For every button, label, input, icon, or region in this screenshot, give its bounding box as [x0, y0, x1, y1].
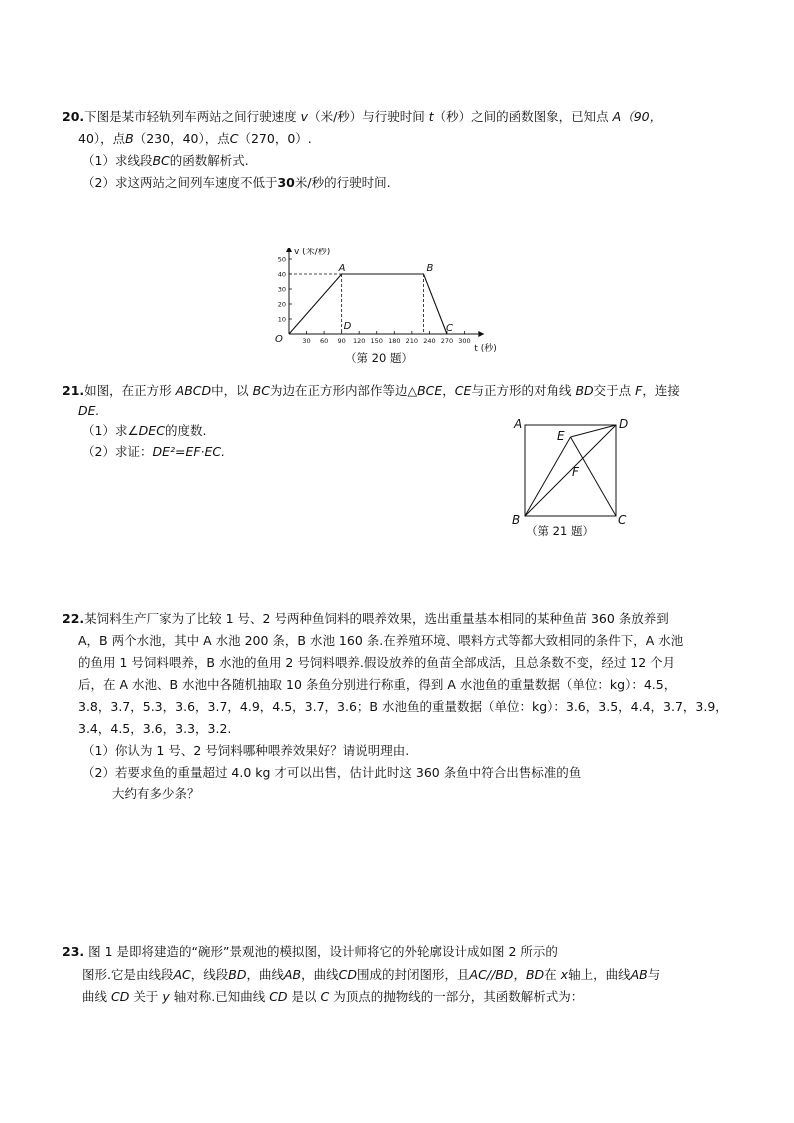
label-d: D: [619, 417, 628, 431]
q22-line-3: 的鱼用 1 号饲料喂养，B 水池的鱼用 2 号饲料喂养.假设放养的鱼苗全部成活，且总条数不变，经过 12 个月: [78, 655, 676, 670]
q20-line-1: 20.下图是某市轻轨列车两站之间行驶速度 v（米/秒）与行驶时间 t（秒）之间的函数图象，已知点 A（90，: [62, 109, 663, 124]
label-f: F: [572, 465, 579, 479]
x-tick-label: 210: [405, 337, 419, 345]
x-tick-label: 120: [352, 337, 366, 345]
q22-line-4: 后，在 A 水池、B 水池中各随机抽取 10 条鱼分别进行称重，得到 A 水池鱼的重量数据（单位：kg）：4.5，: [78, 677, 677, 692]
q20-number: 20.: [62, 109, 85, 124]
y-axis-title: v (米/秒): [294, 248, 331, 257]
q22-number: 22.: [62, 611, 85, 626]
diagonal-bd: [525, 425, 616, 516]
q23-number: 23.: [62, 944, 85, 959]
x-tick-label: 300: [458, 337, 471, 345]
x-tick-label: 180: [388, 337, 401, 345]
q22-part-2: （2）若要求鱼的重量超过 4.0 kg 才可以出售，估计此时这 360 条鱼中符合出售标准的鱼: [82, 765, 582, 780]
q21-caption: （第 21 题）: [526, 524, 594, 538]
point-label-d: D: [343, 321, 352, 332]
q22-line-5: 3.8，3.7，5.3，3.6，3.7，4.9，4.5，3.7，3.6；B 水池鱼的重量数据（单位：kg）：3.6，3.5，4.4，3.7，3.9，: [78, 699, 728, 714]
q22-line-1: 22.某饲料生产厂家为了比较 1 号、2 号两种鱼饲料的喂养效果，选出重量基本相同的某种鱼苗 360 条放养到: [62, 611, 669, 626]
label-e: E: [557, 429, 565, 443]
y-tick-label: 40: [277, 270, 286, 279]
x-axis-title: t (秒): [474, 344, 497, 354]
q21-part-2: （2）求证：DE²=EF·EC.: [82, 444, 226, 459]
q22-line-6: 3.4，4.5，3.6，3.3，3.2.: [78, 721, 232, 736]
q20-line-2: 40），点B（230，40），点C（270，0）.: [78, 131, 312, 146]
q22-line-2: A，B 两个水池，其中 A 水池 200 条，B 水池 160 条.在养殖环境、喂料方式等都大致相同的条件下，A 水池: [78, 633, 684, 648]
x-tick-label: 240: [423, 337, 436, 345]
q21-line-1: 21.如图，在正方形 ABCD中，以 BC为边在正方形内部作等边△BCE，CE与正方形的对角线 BD交于点 F，连接: [62, 383, 680, 398]
q22-part-1: （1）你认为 1 号、2 号饲料哪种喂养效果好？请说明理由.: [82, 743, 410, 758]
x-tick-label: 90: [337, 337, 346, 345]
q20-caption: （第 20 题）: [345, 351, 413, 365]
q21-square-figure: [508, 414, 628, 526]
x-tick-label: 60: [319, 337, 329, 345]
point-label-a: A: [338, 263, 346, 274]
x-tick-label: 30: [302, 337, 311, 345]
y-tick-label: 10: [277, 315, 286, 324]
q20-part-1: （1）求线段BC的函数解析式.: [82, 153, 249, 168]
label-a: A: [514, 417, 523, 431]
q21-part-1: （1）求∠DEC的度数.: [82, 423, 207, 438]
x-tick-label: 150: [370, 337, 383, 345]
point-label-o: O: [275, 334, 283, 345]
q21-line-2: DE.: [78, 403, 100, 418]
q23-line-2: 图形.它是由线段AC，线段BD，曲线AB，曲线CD围成的封闭图形，且AC//BD，BD在 x轴上，曲线AB与: [82, 967, 661, 982]
x-tick-label: 270: [440, 337, 454, 345]
q20-part-2: （2）求这两站之间列车速度不低于30米/秒的行驶时间.: [82, 175, 391, 190]
label-c: C: [618, 513, 627, 526]
label-b: B: [512, 513, 521, 526]
y-tick-label: 30: [277, 285, 286, 294]
q23-line-3: 曲线 CD 关于 y 轴对称.已知曲线 CD 是以 C 为顶点的抛物线的一部分，其函数解析式为：: [82, 989, 584, 1004]
y-axis-arrow: [286, 248, 292, 252]
q23-line-1: 23. 图 1 是即将建造的“碗形”景观池的模拟图，设计师将它的外轮廓设计成如图 2 所示的: [62, 944, 558, 959]
point-label-c: C: [445, 323, 453, 334]
q22-part-2b: 大约有多少条？: [112, 786, 200, 801]
point-label-b: B: [426, 263, 434, 274]
y-tick-label: 20: [277, 300, 286, 309]
segment-de: [571, 425, 617, 437]
q21-number: 21.: [62, 383, 85, 398]
x-axis-arrow: [478, 331, 484, 337]
segment-be: [525, 437, 571, 516]
q20-speed-time-chart: [262, 248, 512, 363]
y-tick-label: 50: [277, 255, 286, 264]
